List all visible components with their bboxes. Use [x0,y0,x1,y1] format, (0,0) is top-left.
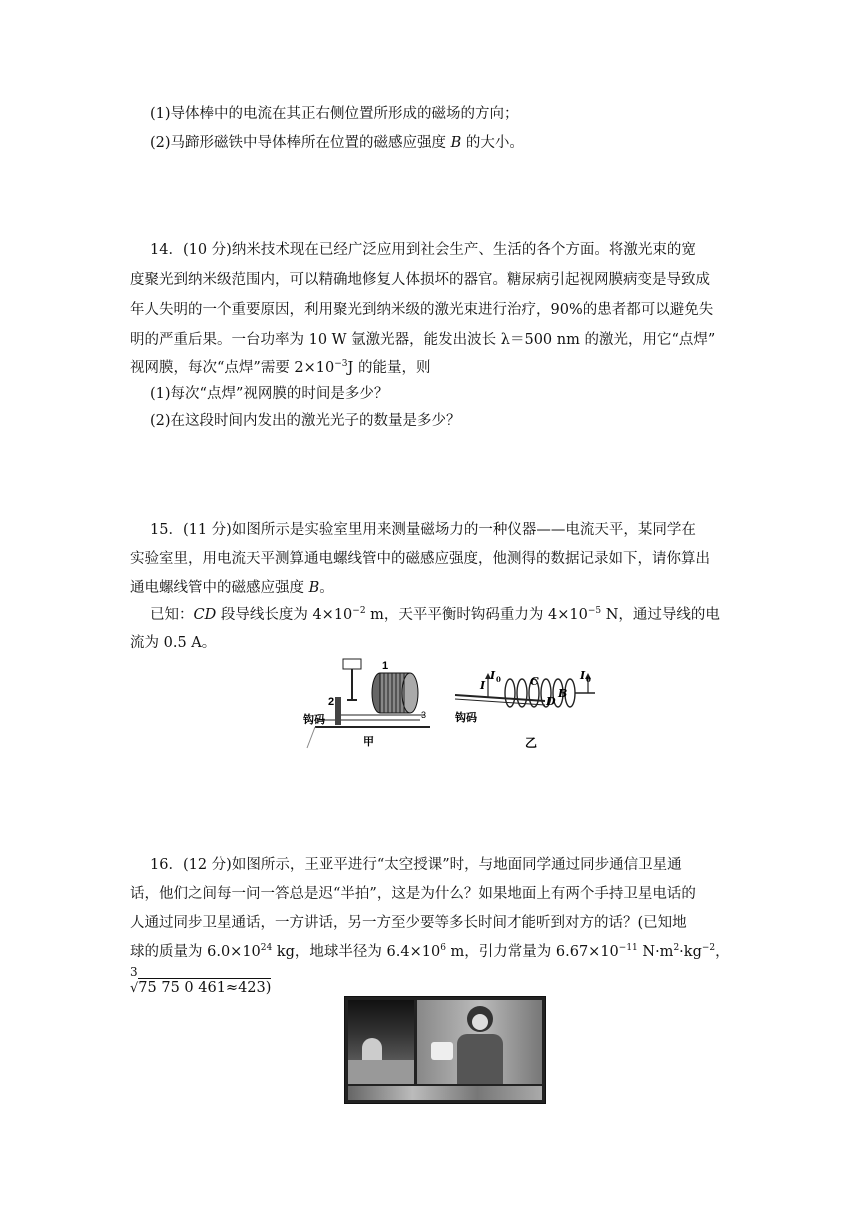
fig-number-1: 1 [382,660,389,672]
q15-line5: 流为 0.5 A。 [130,635,217,651]
q13-sub1: (1)导体棒中的电流在其正右侧位置所形成的磁场的方向； [150,106,519,122]
q14-line2: 度聚光到纳米级范围内，可以精确地修复人体损坏的器官。糖尿病引起视网膜病变是导致成 [130,272,710,288]
q14-line4: 明的严重后果。一台功率为 10 W 氩激光器，能发出波长 λ＝500 nm 的激光，用它“点焊” [130,332,716,348]
q16-line3: 人通过同步卫星通话，一方讲话，另一方至少要等多长时间才能听到对方的话？(已知地 [130,915,687,931]
fig-weight-left: 钩码 [303,713,325,726]
space-lecture-photo [344,996,546,1104]
q15-line4: 已知：CD 段导线长度为 $4\times 10^{-2}$ m，天平平衡时钩码重力为 $4\times 10^{-5}$ N，通过导线的电 [150,606,720,623]
solenoid-schematic-figure [450,665,600,750]
cube-root-expression: √75 75 0 461≈423) [130,980,272,996]
current-balance-figure [295,655,440,750]
q14-line3: 年人失明的一个重要原因，利用聚光到纳米级的激光束进行治疗，90%的患者都可以避免失 [130,302,714,318]
q13-sub2: (2)马蹄形磁铁中导体棒所在位置的磁感应强度 B 的大小。 [150,135,524,151]
fig-label-I: I [480,679,486,692]
earth-surface-strip [348,1086,542,1100]
fig-label-I0-right-sub: 0 [586,675,591,684]
q14-line5: 视网膜，每次“点焊”需要 $2\times 10^{-3}J$ 的能量，则 [130,359,431,376]
q15-line2: 实验室里，用电流天平测算通电螺线管中的磁感应强度，他测得的数据记录如下，请你算出 [130,551,710,567]
q16-line2: 话，他们之间每一问一答总是迟“半拍”，这是为什么？如果地面上有两个手持卫星电话的 [130,886,696,902]
fig-caption-jia: 甲 [363,735,374,748]
q14-line1: 14．(10 分)纳米技术现在已经广泛应用到社会生产、生活的各个方面。将激光束的宽 [150,242,696,258]
astronaut-image [417,1000,542,1084]
cube-root-index: 3 [130,965,138,979]
fig-label-B: B [558,687,568,700]
fig-weight-right: 钩码 [455,711,477,724]
q16-line4: 球的质量为 $6.0\times 10^{24}$ kg，地球半径为 $6.4\times 10^6$ m，引力常量为 $6.67\times 10^{-11}$ $N\cdot m^2\cdot kg^{-2}$， [130,943,730,960]
fig-label-I0-left: I [490,669,496,682]
q16-line1: 16．(12 分)如图所示，王亚平进行“太空授课”时，与地面同学通过同步通信卫星通 [150,857,682,873]
fig-number-3: 3 [421,710,427,720]
ground-classroom-image [348,1000,414,1084]
fig-label-D: D [546,695,556,708]
q15-line1: 15．(11 分)如图所示是实验室里用来测量磁场力的一种仪器——电流天平，某同学在 [150,522,696,538]
fig-caption-yi: 乙 [525,736,538,750]
q15-line3: 通电螺线管中的磁感应强度 B。 [130,580,334,596]
fig-number-2: 2 [328,696,335,708]
fig-label-C: C [530,675,539,688]
q14-sub1: (1)每次“点焊”视网膜的时间是多少？ [150,386,389,402]
q14-sub2: (2)在这段时间内发出的激光光子的数量是多少？ [150,413,461,429]
fig-label-I0-right: I [580,669,586,682]
fig-label-I0-left-sub: 0 [496,675,501,684]
